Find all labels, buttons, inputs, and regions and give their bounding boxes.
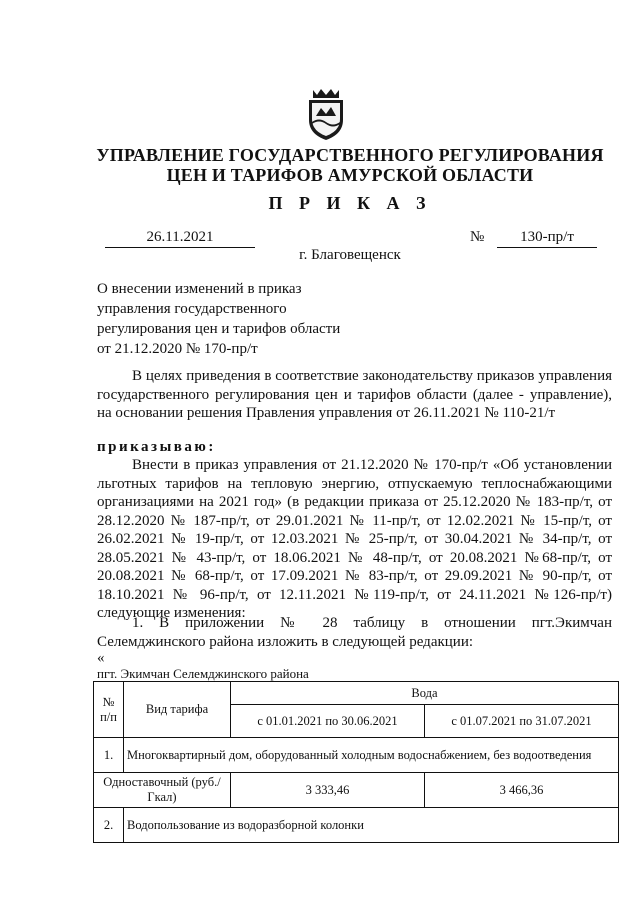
table-caption: пгт. Экимчан Селемджинского района	[97, 666, 309, 681]
header-water: Вода	[231, 682, 619, 705]
number-sign: №	[470, 229, 485, 245]
open-quote: «	[97, 650, 105, 666]
amur-region-coat-of-arms-icon	[303, 86, 349, 142]
header-number: № п/п	[94, 682, 124, 738]
tariff-kind: Одноставочный (руб./Гкал)	[94, 773, 231, 808]
row-number: 2.	[94, 808, 124, 843]
order-number: 130-пр/т	[497, 229, 597, 248]
subject-line: О внесении изменений в приказ	[97, 281, 302, 297]
agency-title-line2: ЦЕН И ТАРИФОВ АМУРСКОЙ ОБЛАСТИ	[166, 165, 534, 185]
order-subject	[97, 279, 340, 359]
header-period-1: с 01.01.2021 по 30.06.2021	[231, 705, 425, 738]
item-1-paragraph: 1. В приложении № 28 таблицу в отношении пгт.Экимчан Селемджинского района изложить в следующей редакции:	[97, 615, 612, 650]
row-description: Водопользование из водоразборной колонки	[124, 808, 619, 843]
order-date: 26.11.2021	[105, 229, 255, 248]
header-period-2: с 01.07.2021 по 31.07.2021	[425, 705, 619, 738]
row-number: 1.	[94, 738, 124, 773]
tariff-table	[93, 681, 619, 843]
city: г. Благовещенск	[299, 247, 401, 263]
preamble-paragraph: В целях приведения в соответствие законодательству приказов управления государственного регулирования цен и тарифов области (далее - управление), на основании решения Правления управления от 26.11.2021 № 110-21/т	[97, 368, 612, 421]
tariff-value-period-2: 3 466,36	[425, 773, 619, 808]
order-keyword: приказываю:	[97, 439, 216, 455]
subject-line: управления государственного	[97, 301, 287, 317]
tariff-value-period-1: 3 333,46	[231, 773, 425, 808]
amendment-paragraph: Внести в приказ управления от 21.12.2020 № 170-пр/т «Об установлении льготных тарифов на тепловую энергию, отпускаемую теплоснабжающими организациями на 2021 год» (в редакции приказа от 25.12.2020 № 183-пр/т, от 28.12.2020 № 187-пр/т, от 29.01.2021 № 11-пр/т, от 12.02.2021 № 15-пр/т, от 26.02.2021 № 19-пр/т, от 12.03.2021 № 25-пр/т, от 30.04.2021 № 34-пр/т, от 28.05.2021 № 43-пр/т, от 18.06.2021 № 48-пр/т, от 20.08.2021 №68-пр/т, от 20.08.2021 № 68-пр/т, от 17.09.2021 № 83-пр/т, от 29.09.2021 № 90-пр/т, от 18.10.2021 № 96-пр/т, от 12.11.2021 №119-пр/т, от 24.11.2021 №126-пр/т) следующие изменения:	[97, 457, 612, 621]
agency-title-line1: УПРАВЛЕНИЕ ГОСУДАРСТВЕННОГО РЕГУЛИРОВАНИЯ	[96, 145, 604, 165]
document-type: П Р И К А З	[268, 193, 432, 213]
subject-line: регулирования цен и тарифов области	[97, 321, 341, 337]
header-tariff-kind: Вид тарифа	[124, 682, 231, 738]
subject-line: от 21.12.2020 № 170-пр/т	[97, 341, 258, 357]
row-description: Многоквартирный дом, оборудованный холодным водоснабжением, без водоотведения	[124, 738, 619, 773]
